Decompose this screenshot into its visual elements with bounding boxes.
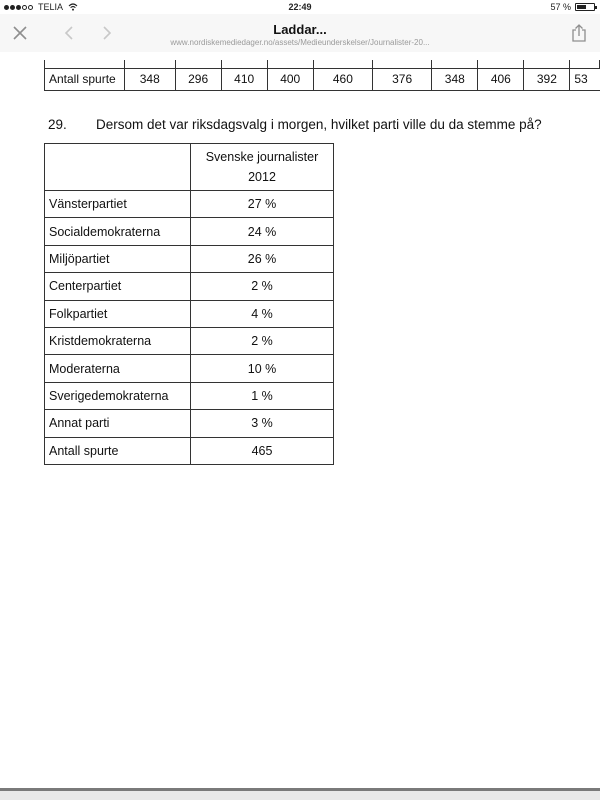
table-cell: 348 (124, 68, 175, 90)
table-row (45, 410, 334, 437)
browser-toolbar (0, 14, 600, 52)
table-cell: 406 (478, 68, 524, 90)
party-name: Socialdemokraterna (45, 218, 191, 245)
party-name: Kristdemokraterna (45, 327, 191, 354)
party-value: 10 % (191, 355, 334, 382)
party-name: Annat parti (45, 410, 191, 437)
table-cell: 392 (524, 68, 570, 90)
question-text: Dersom det var riksdagsvalg i morgen, hvilket parti ville du da stemme på? (96, 117, 542, 132)
column-header-line2: 2012 (248, 170, 276, 184)
table-row (45, 273, 334, 300)
table-row (45, 382, 334, 409)
table-cell: 410 (221, 68, 267, 90)
carrier-name: TELIA (38, 2, 64, 12)
table-cell: 53 (570, 68, 600, 90)
table-row (45, 68, 600, 90)
status-right (550, 2, 595, 12)
table-row (45, 300, 334, 327)
party-table (44, 143, 334, 465)
table-row (45, 218, 334, 245)
header-empty-cell (45, 144, 191, 191)
battery-icon (575, 3, 595, 11)
question (48, 117, 542, 132)
party-value: 3 % (191, 410, 334, 437)
party-value: 2 % (191, 327, 334, 354)
question-number: 29. (48, 117, 67, 132)
share-button[interactable] (568, 22, 590, 44)
party-value: 24 % (191, 218, 334, 245)
party-name: Antall spurte (45, 437, 191, 464)
bottom-edge-bar (0, 788, 600, 800)
table-header-row (45, 144, 334, 191)
party-value: 26 % (191, 245, 334, 272)
party-value: 2 % (191, 273, 334, 300)
party-name: Vänsterpartiet (45, 191, 191, 218)
party-name: Moderaterna (45, 355, 191, 382)
table-row (45, 191, 334, 218)
table-cell: 348 (432, 68, 478, 90)
share-icon (571, 24, 587, 42)
status-bar (0, 0, 600, 14)
party-value: 27 % (191, 191, 334, 218)
party-name: Sverigedemokraterna (45, 382, 191, 409)
party-name: Miljöpartiet (45, 245, 191, 272)
column-header-line1: Svenske journalister (205, 150, 319, 164)
table-cell: 400 (267, 68, 313, 90)
battery-percent: 57 % (550, 2, 571, 12)
status-time: 22:49 (288, 2, 312, 12)
table-row-stub (45, 60, 600, 68)
table-cell: 296 (175, 68, 221, 90)
table-cell: 460 (313, 68, 372, 90)
page-url[interactable]: www.nordiskemediedager.no/assets/Medieunderskelser/Journalister-20... (170, 38, 430, 47)
battery-fill (577, 5, 586, 9)
column-header (191, 144, 334, 191)
party-value: 1 % (191, 382, 334, 409)
pdf-document-view[interactable] (0, 52, 600, 788)
table-cell: 376 (373, 68, 432, 90)
party-value: 4 % (191, 300, 334, 327)
table-row (45, 327, 334, 354)
table-row (45, 245, 334, 272)
page-title: Laddar... (273, 22, 327, 37)
party-name: Folkpartiet (45, 300, 191, 327)
table-row (45, 437, 334, 464)
table-row (45, 355, 334, 382)
party-name: Centerpartiet (45, 273, 191, 300)
party-value: 465 (191, 437, 334, 464)
row-label: Antall spurte (45, 68, 125, 90)
respondents-table (44, 60, 600, 91)
